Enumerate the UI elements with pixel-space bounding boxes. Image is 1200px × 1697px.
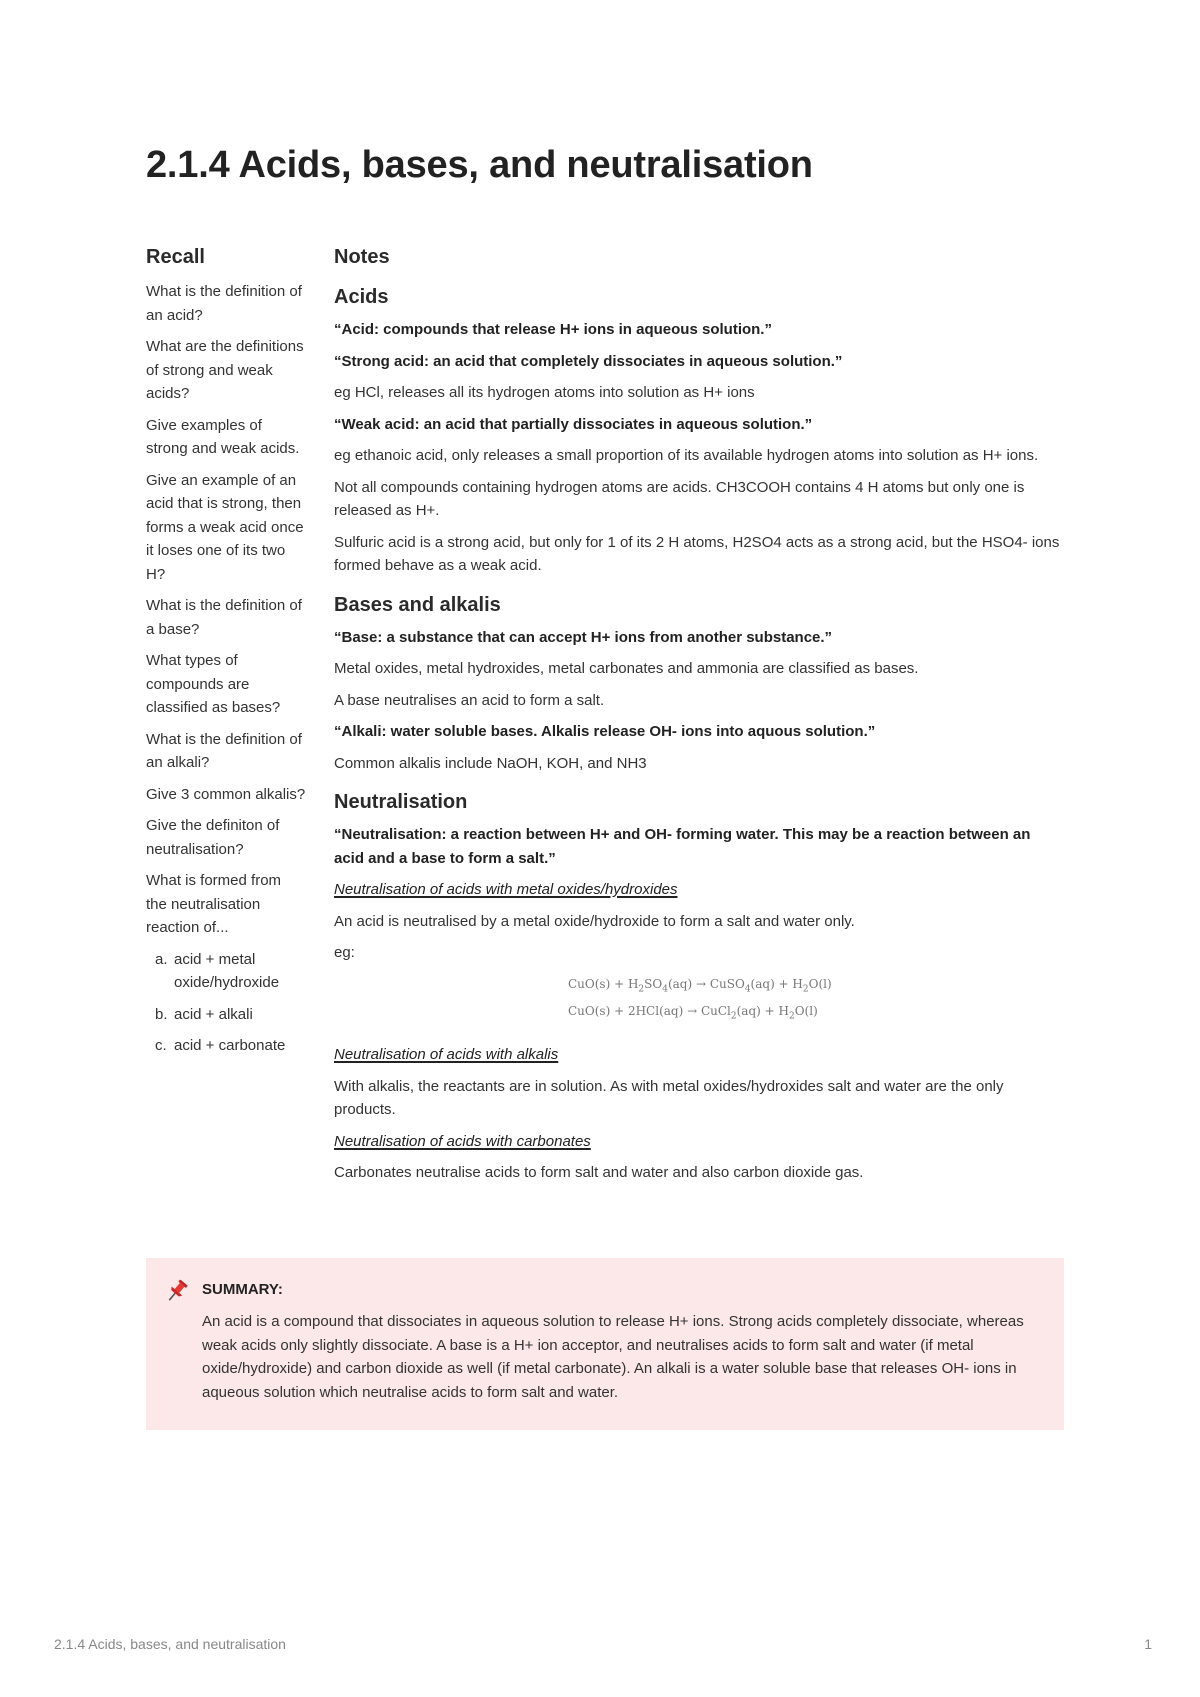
recall-question: Give 3 common alkalis? bbox=[146, 785, 306, 803]
oxides-text: An acid is neutralised by a metal oxide/hydroxide to form a salt and water only. bbox=[334, 912, 855, 930]
recall-subitem-text: acid + metal oxide/hydroxide bbox=[174, 950, 280, 991]
alkali-definition: “Alkali: water soluble bases. Alkalis release OH- ions into aquous solution.” bbox=[334, 723, 876, 740]
recall-subitem-text: acid + alkali bbox=[174, 1005, 253, 1023]
notes-column bbox=[334, 244, 1064, 1193]
strong-acid-example: eg HCl, releases all its hydrogen atoms into solution as H+ ions bbox=[334, 384, 755, 401]
common-alkalis: Common alkalis include NaOH, KOH, and NH3 bbox=[334, 754, 647, 772]
recall-column bbox=[146, 244, 306, 1066]
subheading-oxides-text: Neutralisation of acids with metal oxides/hydroxides bbox=[334, 881, 678, 898]
sulfuric-acid-note: Sulfuric acid is a strong acid, but only for 1 of its 2 H atoms, H2SO4 acts as a strong acid, but the HSO4- ions formed behave as a weak acid. bbox=[334, 533, 1060, 574]
recall-subitem bbox=[146, 948, 306, 995]
subheading-alkalis-text: Neutralisation of acids with alkalis bbox=[334, 1046, 559, 1064]
section-heading-bases: Bases and alkalis bbox=[334, 593, 501, 616]
base-definition: “Base: a substance that can accept H+ ions from another substance.” bbox=[334, 628, 833, 646]
list-marker: a. bbox=[155, 950, 168, 968]
recall-question: What are the definitions of strong and weak acids? bbox=[146, 338, 304, 402]
neutralisation-definition: “Neutralisation: a reaction between H+ and OH- forming water. This may be a reaction between an acid and a base to form a salt.” bbox=[334, 826, 1031, 867]
recall-subitem bbox=[146, 1003, 306, 1027]
recall-question: Give examples of strong and weak acids. bbox=[146, 416, 300, 457]
equation-image bbox=[568, 973, 1064, 1028]
subheading-carbonates bbox=[334, 1130, 1064, 1154]
subheading-oxides bbox=[334, 878, 1064, 902]
equation-1: $CuO(s) + H_2SO_4(aq)$ → CuSO$_4$(aq) + $H_2O(l)$ bbox=[568, 976, 832, 994]
recall-question: What is the definition of an acid? bbox=[146, 283, 302, 324]
alkalis-text: With alkalis, the reactants are in solution. As with metal oxides/hydroxides salt and water are the only products. bbox=[334, 1077, 1004, 1119]
recall-question: Give an example of an acid that is strong, then forms a weak acid once it loses one of its two H? bbox=[146, 471, 304, 583]
summary-title: SUMMARY: bbox=[202, 1281, 283, 1298]
pushpin-icon bbox=[164, 1278, 190, 1304]
carbonates-text: Carbonates neutralise acids to form salt and water and also carbon dioxide gas. bbox=[334, 1164, 864, 1182]
subheading-alkalis bbox=[334, 1043, 1064, 1067]
equation-2: CuO(s) + 2HCl(aq) → CuCl$_2$(aq) + $H_2O(l)$ bbox=[568, 1003, 818, 1022]
section-heading-acids: Acids bbox=[334, 286, 389, 308]
recall-question: What is the definition of a base? bbox=[146, 597, 302, 638]
notes-heading: Notes bbox=[334, 246, 390, 268]
summary-callout bbox=[146, 1258, 1064, 1430]
weak-acid-definition: “Weak acid: an acid that partially dissociates in aqueous solution.” bbox=[334, 415, 813, 433]
page-number: 1 bbox=[1144, 1636, 1152, 1652]
strong-acid-definition: “Strong acid: an acid that completely dissociates in aqueous solution.” bbox=[334, 352, 843, 370]
weak-acid-example: eg ethanoic acid, only releases a small proportion of its available hydrogen atoms into solution as H+ ions. bbox=[334, 447, 1039, 464]
subheading-carbonates-text: Neutralisation of acids with carbonates bbox=[334, 1132, 591, 1150]
list-marker: c. bbox=[155, 1037, 167, 1054]
recall-question: What is formed from the neutralisation reaction of... bbox=[146, 872, 282, 936]
page-title: 2.1.4 Acids, bases, and neutralisation bbox=[146, 144, 813, 186]
recall-sublist bbox=[146, 948, 306, 1058]
recall-question: What is the definition of an alkali? bbox=[146, 730, 302, 771]
summary-text: An acid is a compound that dissociates in aqueous solution to release H+ ions. Strong acids completely dissociate, whereas weak acids only slightly dissociate. A base is a H+ ion acceptor, and neutralises acids to form salt and water (if metal oxide/hydroxide) and carbon dioxide as well (if metal carbonate). An alkali is a water soluble base that releases OH- ions in aqueous solution which neutralise acids to form salt and water. bbox=[202, 1313, 1024, 1401]
recall-question: What types of compounds are classified as bases? bbox=[146, 652, 281, 716]
section-heading-neutralisation: Neutralisation bbox=[334, 791, 468, 813]
acid-definition: “Acid: compounds that release H+ ions in aqueous solution.” bbox=[334, 321, 772, 338]
example-label: eg: bbox=[334, 944, 355, 961]
recall-subitem-text: acid + carbonate bbox=[174, 1037, 286, 1054]
footer-title: 2.1.4 Acids, bases, and neutralisation bbox=[54, 1636, 286, 1652]
recall-heading: Recall bbox=[146, 246, 205, 268]
hydrogen-note: Not all compounds containing hydrogen atoms are acids. CH3COOH contains 4 H atoms but only one is released as H+. bbox=[334, 478, 1025, 519]
bases-classified: Metal oxides, metal hydroxides, metal carbonates and ammonia are classified as bases. bbox=[334, 660, 919, 677]
list-marker: b. bbox=[155, 1005, 168, 1023]
recall-question: Give the definiton of neutralisation? bbox=[146, 817, 280, 858]
base-salt-note: A base neutralises an acid to form a salt. bbox=[334, 691, 605, 709]
recall-subitem bbox=[146, 1034, 306, 1058]
